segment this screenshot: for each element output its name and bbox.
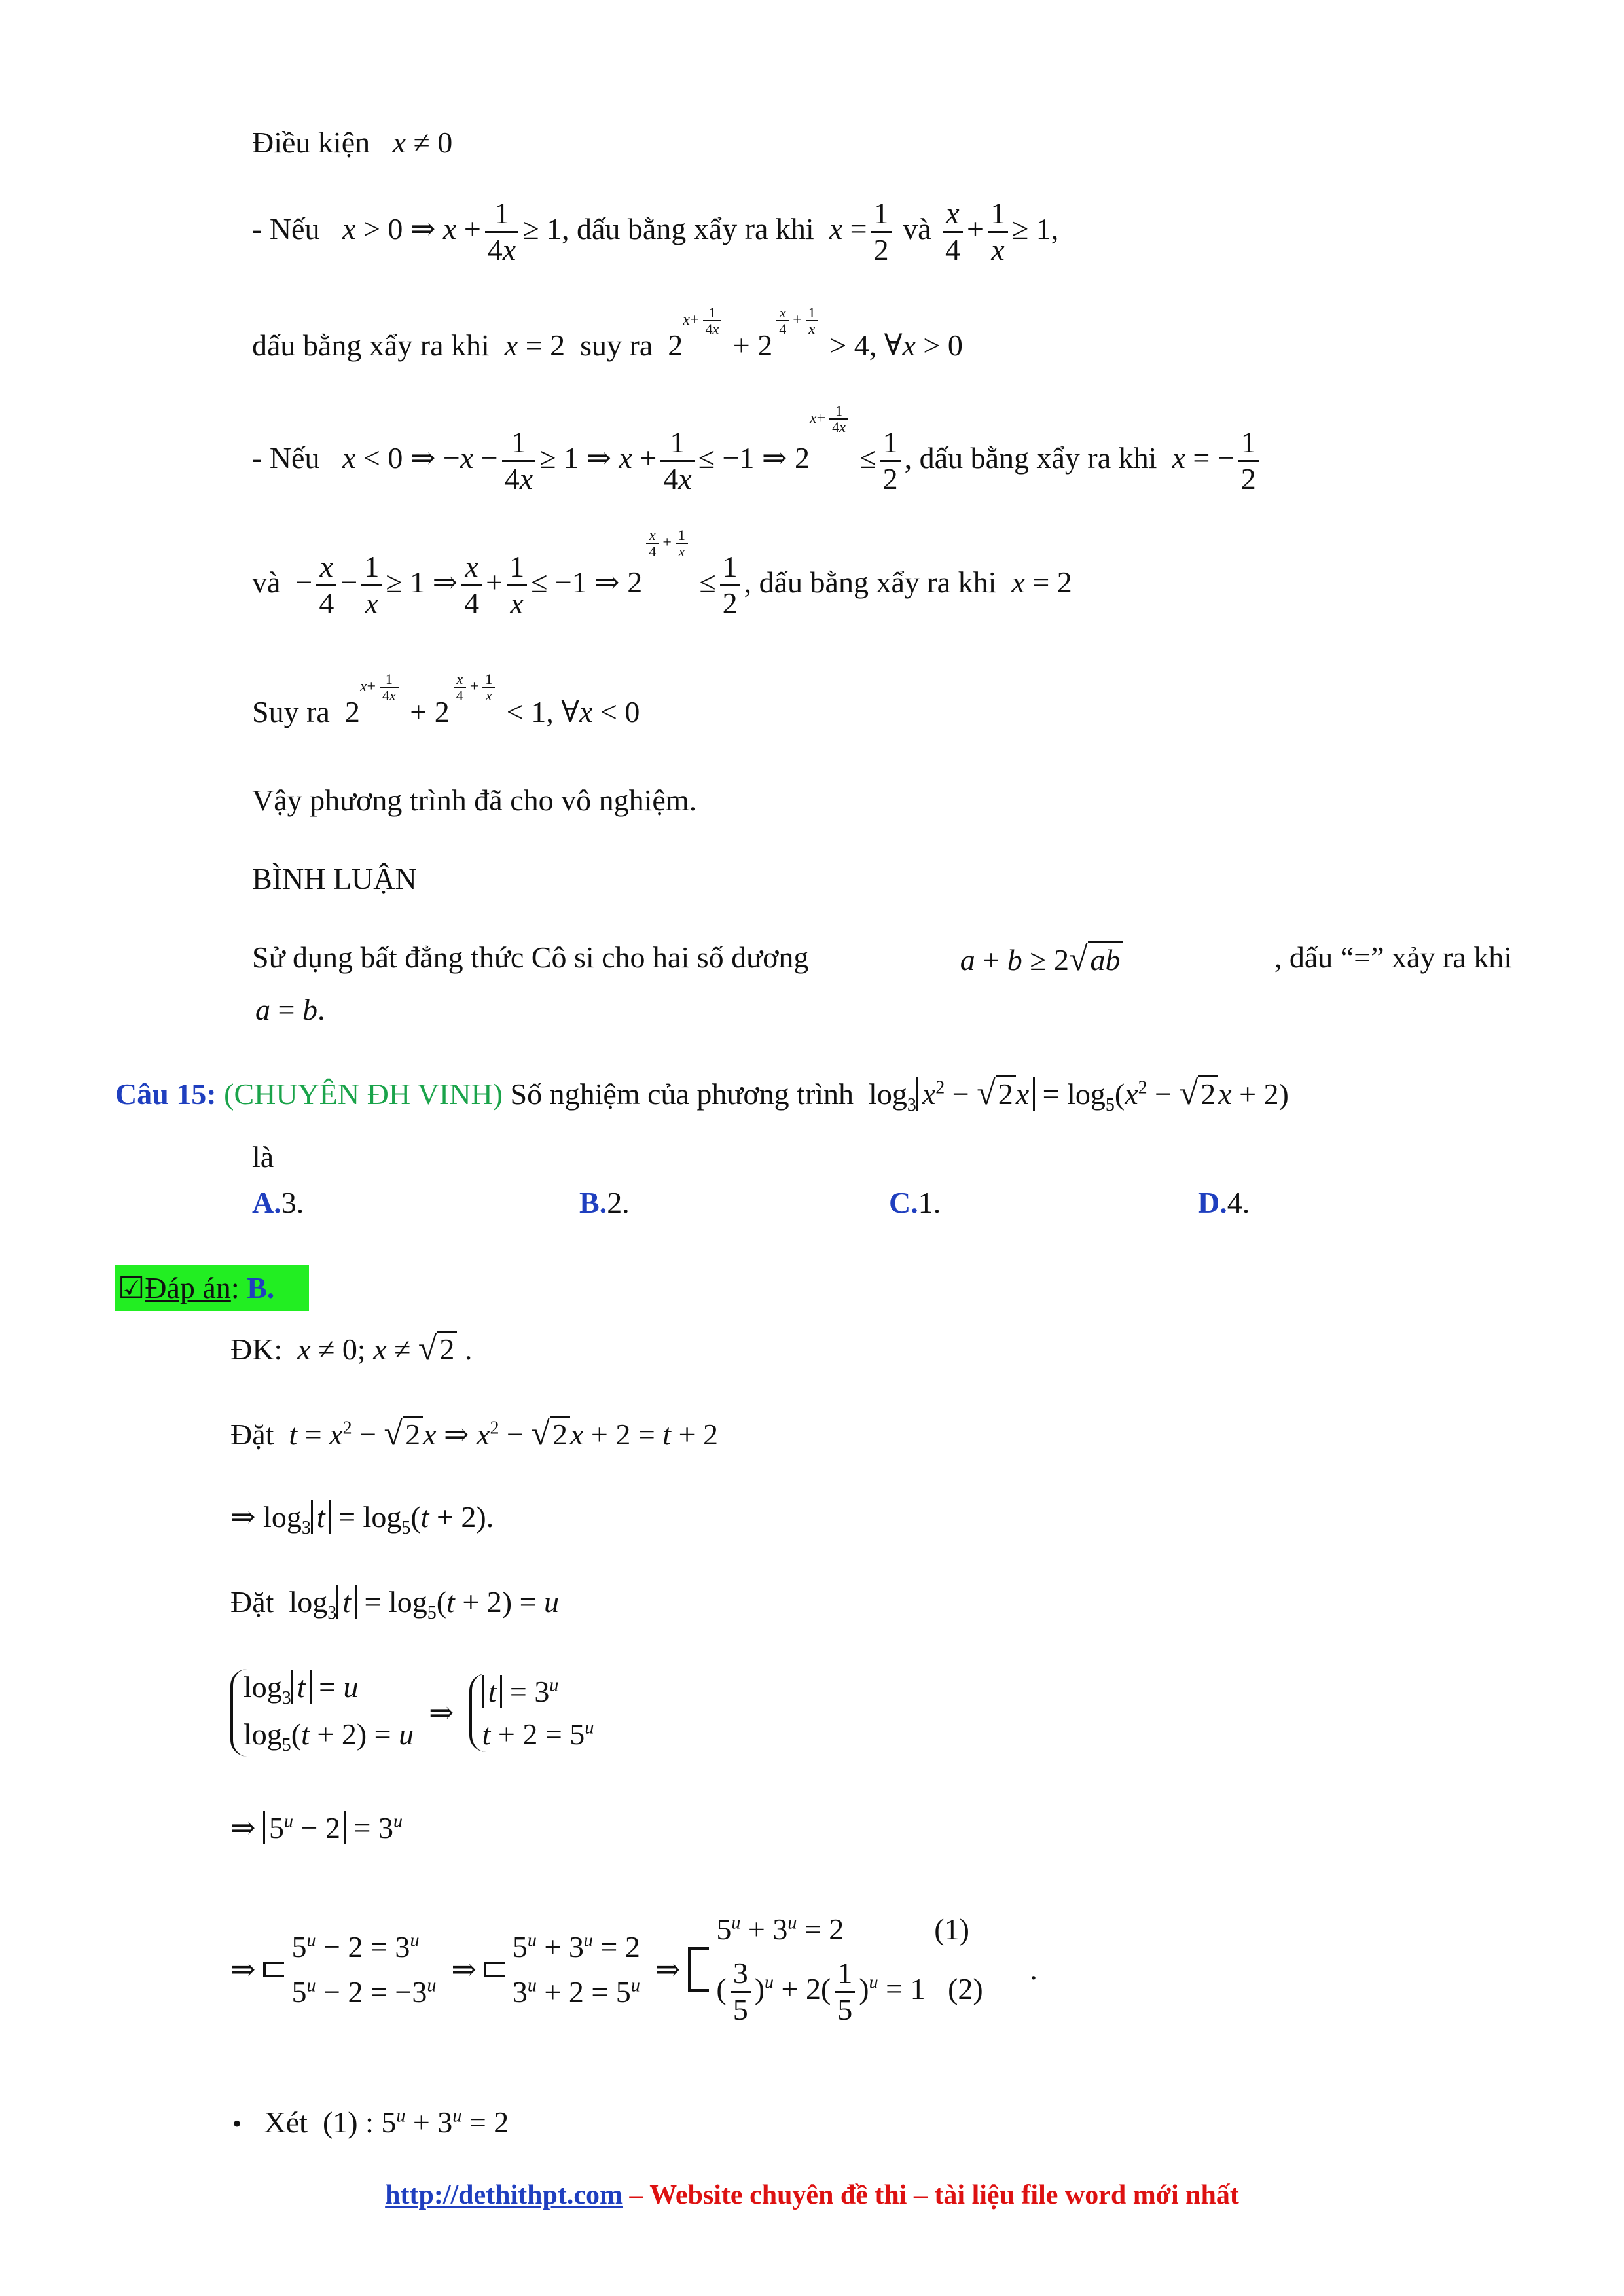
implies-arrow-4: ⇒ (647, 1952, 681, 1986)
commentary-line (252, 939, 1512, 980)
equation-number-2: (2) (948, 1972, 983, 2006)
question-text: Số nghiệm của phương trình (510, 1077, 854, 1111)
cases-bracket-2 (484, 1962, 505, 1977)
answer-colon: : (230, 1271, 240, 1304)
system-right: $t = 3^u$ $t + 2 = 5^u$ (469, 1674, 594, 1752)
case-negative-label: - Nếu (252, 440, 320, 475)
footer (0, 2179, 1624, 2211)
second-ineq-formula: $\frac{x}{4}$ + $\frac{1}{x}$ ≥ 1, (939, 212, 1058, 245)
case-positive-formula: x > 0 ⇒ x + $\frac{1}{4x}$ ≥ 1 (342, 196, 562, 266)
option-d-letter: D. (1198, 1186, 1227, 1219)
conclude-line-2 (252, 671, 640, 730)
log-equation-formula: ⇒ $\log_3 t = \log_5(t + 2)$. (230, 1500, 494, 1539)
equality-text-2: dấu bằng xẩy ra khi (252, 329, 490, 362)
solution-condition-label: ĐK: (230, 1333, 283, 1366)
option-c-value: 1. (918, 1186, 941, 1219)
cases-bracket-3 (688, 1947, 709, 1992)
condition-label: Điều kiện (252, 126, 370, 159)
condition-formula: x ≠ 0 (392, 126, 453, 159)
option-b-letter: B. (579, 1186, 607, 1219)
abs-equation-line (230, 1810, 403, 1846)
system-left: $\log_3 t = u$ $\log_5(t + 2) = u$ (230, 1669, 414, 1757)
commentary-equality (255, 992, 325, 1028)
conclusion-line: Vậy phương trình đã cho vô nghiệm. (252, 783, 697, 817)
equality-line-2 (252, 304, 963, 363)
conclude-text-2: Suy ra (252, 695, 330, 728)
answer-value: B. (247, 1271, 275, 1304)
cases-line (230, 1911, 1038, 2028)
option-c (889, 1185, 941, 1221)
sum-positive-formula: $2^{x+ \frac{1}{4x}}$ + 2 $^{\frac{x}{4} + \frac{1}{x}}$ > 4, ∀x > 0 (660, 304, 963, 362)
solution-condition-formula: x ≠ 0; x ≠ √2 . (297, 1330, 473, 1367)
solution-condition (230, 1329, 472, 1369)
implies-arrow-3: ⇒ (443, 1952, 477, 1986)
commentary-text-2: , dấu “=” xảy ra khi (1274, 941, 1512, 974)
equation-number-1: (1) (934, 1912, 969, 1946)
conclude-text-1: suy ra (580, 329, 653, 362)
question-equation: $\log_3 x^2 - √2x = \log_5(x^2 - √2x + 2)$ (861, 1075, 1289, 1116)
and-formula-2: − $\frac{x}{4}$ − $\frac{1}{x}$ ≥ 1 ⇒ $\frac{x}{4}$ + $\frac{1}{x}$ ≤ −1 ⇒ 2 $^{\frac{x}{4} + \frac{1}{x}}$ ≤ $\frac{1}{2}$ (288, 565, 744, 599)
and-text-2: và (252, 565, 281, 599)
equality-text-1: , dấu bằng xẩy ra khi (561, 211, 814, 245)
case-negative-line (252, 403, 1263, 497)
am-gm-equality-formula: a = b. (255, 993, 325, 1026)
consider-formula: (1) : $5^u + 3^u = 2$ (315, 2106, 509, 2139)
abs-equation-formula: ⇒ $5^u - 2 = 3^u$ (230, 1811, 403, 1844)
substitution-line-2 (230, 1584, 559, 1624)
footer-link[interactable]: http://dethithpt.com (385, 2180, 623, 2210)
option-a (252, 1185, 304, 1221)
option-d (1198, 1185, 1250, 1221)
substitution-line (230, 1414, 718, 1454)
implies-arrow-2: ⇒ (230, 1952, 256, 1986)
cases-3: $5^u + 3^u = 2$ (1) ( $\frac{3}{5}$ )$^u$ + 2( $\frac{1}{5}$ )$^u$ = 1 (2) (716, 1912, 983, 2027)
system-line (230, 1669, 594, 1757)
implies-arrow-1: ⇒ (421, 1696, 462, 1730)
condition-line (252, 124, 452, 160)
answer-line (118, 1270, 274, 1306)
substitution-formula-2: $\log_3 t = \log_5(t + 2) = u$ (281, 1585, 560, 1624)
option-a-value: 3. (281, 1186, 304, 1219)
footer-text: – Website chuyên đề thi – tài liệu file word mới nhất (623, 2180, 1239, 2210)
case-positive-line (252, 196, 1058, 268)
question-tail: là (252, 1140, 274, 1174)
equality-text-3: , dấu bằng xẩy ra khi (904, 440, 1157, 475)
commentary-text-1: Sử dụng bất đẳng thức Cô si cho hai số dương (252, 941, 809, 974)
equality-formula-4: x = 2 (1011, 565, 1072, 599)
and-line-2 (252, 527, 1072, 621)
question-label: Câu 15: (115, 1077, 217, 1111)
log-equation-line (230, 1499, 494, 1539)
am-gm-formula: a + b ≥ 2√ab (960, 939, 1123, 980)
case-negative-formula: x < 0 ⇒ −x − $\frac{1}{4x}$ ≥ 1 ⇒ x + $\frac{1}{4x}$ ≤ −1 ⇒ $2^{x+ \frac{1}{4x}}$ ≤ $\frac{1}{2}$ (327, 441, 905, 475)
equality-text-4: , dấu bằng xẩy ra khi (744, 565, 997, 599)
option-a-letter: A. (252, 1186, 281, 1219)
consider-line (232, 2104, 509, 2140)
question-line (115, 1073, 1289, 1117)
and-text-1: và (903, 211, 931, 245)
consider-label: Xét (264, 2106, 308, 2139)
equality-formula-1: x = $\frac{1}{2}$ (821, 212, 895, 245)
cases-2: $5^u + 3^u = 2$ $3^u + 2 = 5^u$ (512, 1929, 640, 2009)
sum-negative-formula: $2^{x+ \frac{1}{4x}}$ + 2 $^{\frac{x}{4} + \frac{1}{x}}$ < 1, ∀x < 0 (337, 671, 640, 728)
option-b-value: 2. (607, 1186, 630, 1219)
checkbox-icon: ☑ (118, 1271, 145, 1304)
equality-formula-2: x = 2 (504, 329, 573, 362)
answer-label: Đáp án (145, 1271, 231, 1304)
cases-bracket-1 (263, 1962, 284, 1977)
equality-formula-3: x = − $\frac{1}{2}$ (1164, 441, 1263, 475)
question-source: (CHUYÊN ĐH VINH) (224, 1077, 503, 1111)
commentary-heading: BÌNH LUẬN (252, 862, 417, 895)
option-b (579, 1185, 630, 1221)
option-d-value: 4. (1227, 1186, 1250, 1219)
option-c-letter: C. (889, 1186, 918, 1219)
substitution-label: Đặt (230, 1418, 274, 1451)
cases-1: $5^u - 2 = 3^u$ $5^u - 2 = -3^u$ (291, 1929, 437, 2009)
bullet-icon: • (232, 2109, 242, 2138)
case-positive-label: - Nếu (252, 211, 320, 245)
substitution-label-2: Đặt (230, 1585, 274, 1619)
cases-period: . (1030, 1952, 1038, 1986)
substitution-formula: $t = x^2 - √2x$ ⇒ $x^2 - √2x + 2 = t + 2$ (289, 1415, 719, 1452)
